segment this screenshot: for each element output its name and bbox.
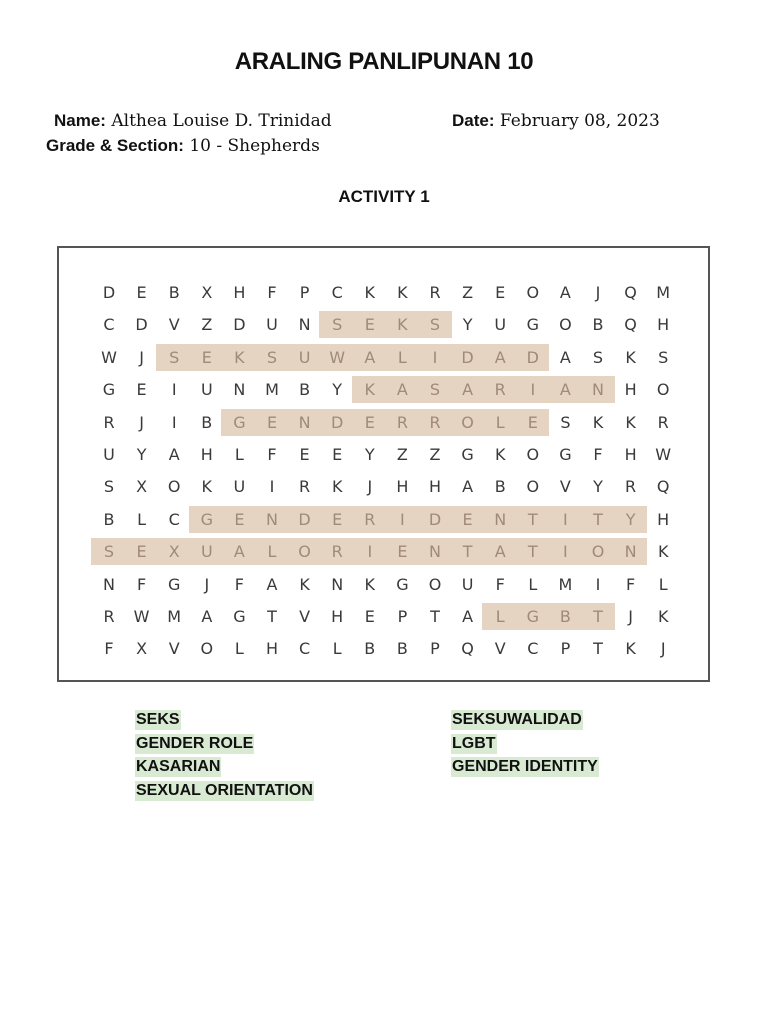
- grid-letter: M: [656, 283, 671, 302]
- grid-letter: H: [624, 380, 637, 400]
- grid-letter: F: [495, 574, 505, 594]
- grid-letter: Y: [593, 477, 603, 497]
- grid-letter: N: [103, 574, 115, 594]
- grid-letter: N: [266, 509, 278, 529]
- grid-letter: S: [103, 477, 115, 497]
- grid-letter: R: [299, 477, 311, 497]
- grid-letter: B: [396, 639, 408, 659]
- grid-letter: H: [657, 315, 670, 335]
- grid-letter: N: [331, 574, 344, 594]
- grid-letter: Y: [136, 445, 147, 464]
- grid-letter: N: [298, 412, 311, 432]
- page-title: ARALING PANLIPUNAN 10: [234, 48, 534, 75]
- grid-letter: A: [559, 380, 571, 400]
- grid-letter: F: [234, 574, 244, 594]
- grid-letter: L: [495, 412, 505, 432]
- grid-letter: R: [494, 380, 506, 400]
- grid-letter: O: [591, 542, 605, 562]
- grid-letter: H: [265, 639, 279, 659]
- grid-letter: D: [331, 412, 344, 432]
- grid-letter: W: [329, 347, 346, 367]
- grid-letter: R: [625, 477, 637, 497]
- grid-letter: S: [332, 315, 343, 335]
- grid-letter: B: [559, 607, 571, 626]
- grid-letter: G: [396, 574, 409, 594]
- grid-letter: U: [298, 347, 311, 367]
- word-list-item: GENDER ROLE: [136, 734, 254, 752]
- grid-letter: P: [397, 607, 408, 626]
- grid-letter: N: [494, 509, 507, 529]
- grid-letter: P: [560, 639, 571, 659]
- grid-letter: U: [233, 477, 246, 497]
- grid-letter: Z: [429, 445, 441, 464]
- grid-letter: S: [429, 380, 441, 400]
- grid-letter: J: [139, 347, 144, 367]
- grid-letter: S: [429, 315, 441, 335]
- grid-letter: Z: [462, 283, 474, 302]
- grid-letter: Y: [625, 509, 636, 529]
- grid-letter: E: [234, 509, 245, 529]
- grid-letter: R: [429, 283, 441, 302]
- grid-letter: E: [462, 509, 473, 529]
- grid-letter: E: [136, 542, 147, 562]
- grid-letter: H: [657, 509, 670, 529]
- grid-letter: V: [168, 639, 180, 659]
- grid-letter: R: [429, 412, 441, 432]
- grid-letter: D: [135, 315, 148, 335]
- grid-letter: S: [560, 412, 571, 432]
- grid-letter: O: [526, 445, 540, 464]
- word-list-item: SEKSUWALIDAD: [452, 711, 582, 728]
- grid-letter: E: [136, 283, 147, 302]
- grid-letter: F: [593, 445, 603, 464]
- grid-letter: W: [655, 445, 672, 464]
- grid-letter: V: [559, 477, 571, 497]
- grid-letter: B: [364, 639, 376, 659]
- grid-letter: E: [266, 412, 278, 432]
- grid-letter: Y: [364, 445, 375, 464]
- grid-letter: I: [595, 574, 601, 594]
- grid-letter: K: [397, 283, 408, 302]
- grid-letter: K: [364, 574, 376, 594]
- grid-letter: L: [528, 574, 538, 594]
- grid-letter: D: [428, 509, 442, 529]
- grid-letter: B: [494, 477, 506, 497]
- word-list-item: SEKS: [136, 711, 180, 728]
- grid-letter: O: [298, 542, 311, 562]
- grid-letter: G: [526, 315, 539, 335]
- grid-letter: T: [593, 639, 603, 659]
- grid-letter: E: [136, 380, 147, 400]
- grid-letter: J: [204, 574, 210, 594]
- grid-letter: O: [461, 412, 474, 432]
- grid-letter: O: [526, 477, 540, 497]
- grid-letter: T: [267, 607, 277, 626]
- grid-letter: U: [200, 542, 213, 562]
- grid-letter: D: [461, 347, 474, 367]
- grid-letter: S: [266, 347, 278, 367]
- grid-letter: C: [527, 639, 539, 659]
- grid-letter: F: [136, 574, 147, 594]
- grid-letter: K: [299, 574, 310, 594]
- grid-letter: V: [299, 607, 311, 626]
- grid-letter: E: [527, 412, 538, 432]
- grid-letter: T: [527, 509, 538, 529]
- grid-letter: I: [432, 347, 438, 367]
- grid-letter: D: [298, 509, 311, 529]
- grid-letter: X: [136, 477, 148, 497]
- grid-letter: A: [559, 347, 571, 367]
- grid-letter: K: [364, 380, 376, 400]
- grid-letter: T: [430, 607, 440, 626]
- grid-letter: K: [625, 639, 636, 659]
- grid-letter: G: [167, 574, 181, 594]
- grid-letter: T: [462, 542, 473, 562]
- grid-letter: R: [364, 509, 376, 529]
- grid-letter: U: [103, 445, 115, 464]
- grid-letter: E: [332, 445, 343, 464]
- grid-letter: S: [103, 542, 115, 562]
- grid-letter: O: [200, 639, 214, 659]
- grid-letter: I: [530, 380, 536, 400]
- grid-letter: R: [103, 607, 115, 626]
- word-list-item: KASARIAN: [136, 758, 221, 775]
- grid-letter: H: [428, 477, 442, 497]
- grid-letter: C: [331, 283, 343, 302]
- grid-letter: W: [133, 607, 150, 626]
- grid-letter: P: [430, 639, 440, 659]
- grid-letter: R: [331, 542, 343, 562]
- grid-letter: Q: [461, 639, 474, 659]
- grid-letter: G: [461, 445, 474, 464]
- grid-letter: Q: [624, 283, 637, 302]
- grid-letter: X: [168, 542, 180, 562]
- grid-letter: A: [559, 283, 571, 302]
- grid-letter: S: [169, 347, 180, 367]
- grid-letter: Q: [624, 315, 637, 335]
- grid-letter: A: [462, 380, 474, 400]
- grid-letter: N: [233, 380, 246, 400]
- grid-letter: E: [495, 283, 506, 302]
- grid-letter: B: [103, 509, 115, 529]
- grid-letter: I: [269, 477, 275, 497]
- grid-letter: L: [495, 607, 505, 626]
- grid-letter: A: [396, 380, 408, 400]
- grid-letter: E: [332, 509, 343, 529]
- grid-letter: B: [299, 380, 311, 400]
- name-label: Name:: [54, 111, 106, 130]
- grid-letter: A: [462, 607, 474, 626]
- word-list-item: GENDER IDENTITY: [452, 758, 598, 775]
- grid-letter: M: [265, 380, 279, 400]
- grid-letter: K: [201, 477, 213, 497]
- grid-letter: B: [201, 412, 213, 432]
- grid-letter: Z: [396, 445, 408, 464]
- date-field: [452, 111, 660, 131]
- grid-letter: A: [168, 445, 180, 464]
- grid-letter: E: [364, 607, 375, 626]
- grid-letter: Y: [462, 315, 473, 335]
- grid-letter: F: [267, 445, 277, 464]
- grid-letter: E: [201, 347, 212, 367]
- grid-letter: N: [429, 542, 441, 562]
- grid-letter: A: [364, 347, 376, 367]
- grid-letter: U: [266, 315, 278, 335]
- grid-letter: V: [494, 639, 506, 659]
- grid-letter: V: [168, 315, 180, 335]
- grid-letter: H: [200, 445, 213, 464]
- grid-letter: H: [233, 283, 246, 302]
- word-list-item: LGBT: [452, 734, 496, 752]
- grid-letter: N: [592, 380, 604, 400]
- grid-letter: E: [299, 445, 310, 464]
- grid-letter: F: [625, 574, 636, 594]
- grid-letter: I: [563, 509, 568, 529]
- grid-letter: Y: [332, 380, 343, 400]
- grid-letter: J: [595, 283, 601, 302]
- grid-letter: X: [201, 283, 213, 302]
- grid-letter: E: [397, 542, 408, 562]
- date-label: Date:: [452, 111, 495, 130]
- grid-letter: K: [657, 542, 669, 562]
- grid-letter: Q: [656, 477, 670, 497]
- grid-letter: A: [266, 574, 278, 594]
- grid-letter: P: [299, 283, 310, 302]
- grid-letter: G: [233, 607, 246, 626]
- name-field: [54, 111, 332, 131]
- grid-letter: K: [397, 315, 408, 335]
- grid-letter: U: [200, 380, 213, 400]
- grid-letter: T: [593, 607, 603, 626]
- grid-letter: G: [526, 607, 539, 626]
- grid-letter: F: [267, 283, 277, 302]
- grid-letter: M: [558, 574, 573, 594]
- grid-letter: A: [494, 347, 506, 367]
- grid-letter: E: [364, 315, 375, 335]
- grid-letter: O: [167, 477, 181, 497]
- grid-letter: A: [462, 477, 474, 497]
- grid-letter: U: [461, 574, 474, 594]
- grid-letter: D: [102, 283, 116, 302]
- grid-letter: L: [234, 445, 244, 464]
- grid-letter: A: [494, 542, 506, 562]
- grid-letter: O: [526, 283, 540, 302]
- grid-letter: A: [201, 607, 213, 626]
- grid-letter: H: [331, 607, 344, 626]
- grid-letter: J: [139, 412, 144, 432]
- grid-letter: B: [168, 283, 180, 302]
- grid-letter: G: [559, 445, 572, 464]
- grid-letter: I: [367, 542, 373, 562]
- grid-letter: E: [364, 412, 375, 432]
- grid-letter: D: [233, 315, 246, 335]
- grid-letter: C: [103, 315, 115, 335]
- grid-letter: H: [396, 477, 409, 497]
- grid-letter: R: [657, 412, 669, 432]
- grid-letter: G: [102, 380, 116, 400]
- grid-letter: L: [234, 639, 244, 659]
- grade-section-label: Grade & Section:: [46, 136, 184, 155]
- grid-letter: T: [527, 542, 538, 562]
- grid-letter: R: [396, 412, 408, 432]
- grid-letter: C: [299, 639, 311, 659]
- grid-letter: D: [526, 347, 539, 367]
- grid-letter: G: [233, 412, 246, 432]
- grid-letter: L: [332, 639, 342, 659]
- grid-letter: K: [331, 477, 343, 497]
- grid-letter: L: [267, 542, 277, 562]
- grid-letter: O: [428, 574, 442, 594]
- grid-letter: I: [171, 412, 177, 432]
- grid-letter: T: [593, 509, 603, 529]
- grid-letter: K: [592, 412, 604, 432]
- grid-letter: I: [563, 542, 568, 562]
- grid-letter: Z: [201, 315, 213, 335]
- grade-section-value: 10 - Shepherds: [189, 136, 320, 156]
- grid-letter: G: [200, 509, 213, 529]
- grid-letter: L: [137, 509, 147, 529]
- grid-letter: K: [657, 607, 669, 626]
- name-value: Althea Louise D. Trinidad: [111, 111, 332, 131]
- grid-letter: K: [364, 283, 376, 302]
- grid-letter: L: [658, 574, 668, 594]
- word-list-item: SEXUAL ORIENTATION: [136, 781, 313, 799]
- grid-letter: R: [103, 412, 115, 432]
- grid-letter: K: [494, 445, 506, 464]
- grid-letter: O: [559, 315, 572, 335]
- grid-letter: O: [656, 380, 670, 400]
- grid-letter: N: [298, 315, 311, 335]
- grid-letter: U: [494, 315, 507, 335]
- activity-heading: ACTIVITY 1: [338, 187, 430, 206]
- grid-letter: N: [624, 542, 637, 562]
- word-search-grid: [57, 246, 710, 682]
- grid-letter: H: [624, 445, 637, 464]
- grid-letter: A: [233, 542, 245, 562]
- grid-letter: B: [592, 315, 604, 335]
- grid-letter: I: [400, 509, 405, 529]
- grid-letter: X: [136, 639, 148, 659]
- grid-letter: C: [168, 509, 180, 529]
- grid-letter: K: [234, 347, 245, 367]
- grid-letter: M: [167, 607, 182, 626]
- grid-letter: K: [625, 347, 636, 367]
- grid-letter: S: [592, 347, 604, 367]
- grid-letter: K: [625, 412, 636, 432]
- grid-letter: L: [397, 347, 407, 367]
- grade-section-field: [46, 136, 320, 156]
- grid-letter: J: [660, 639, 666, 659]
- grid-letter: I: [171, 380, 177, 400]
- grid-letter: J: [628, 607, 633, 626]
- grid-letter: W: [101, 347, 117, 367]
- grid-letter: F: [104, 639, 114, 659]
- grid-letter: J: [367, 477, 373, 497]
- date-value: February 08, 2023: [499, 111, 660, 131]
- grid-letter: S: [658, 347, 669, 367]
